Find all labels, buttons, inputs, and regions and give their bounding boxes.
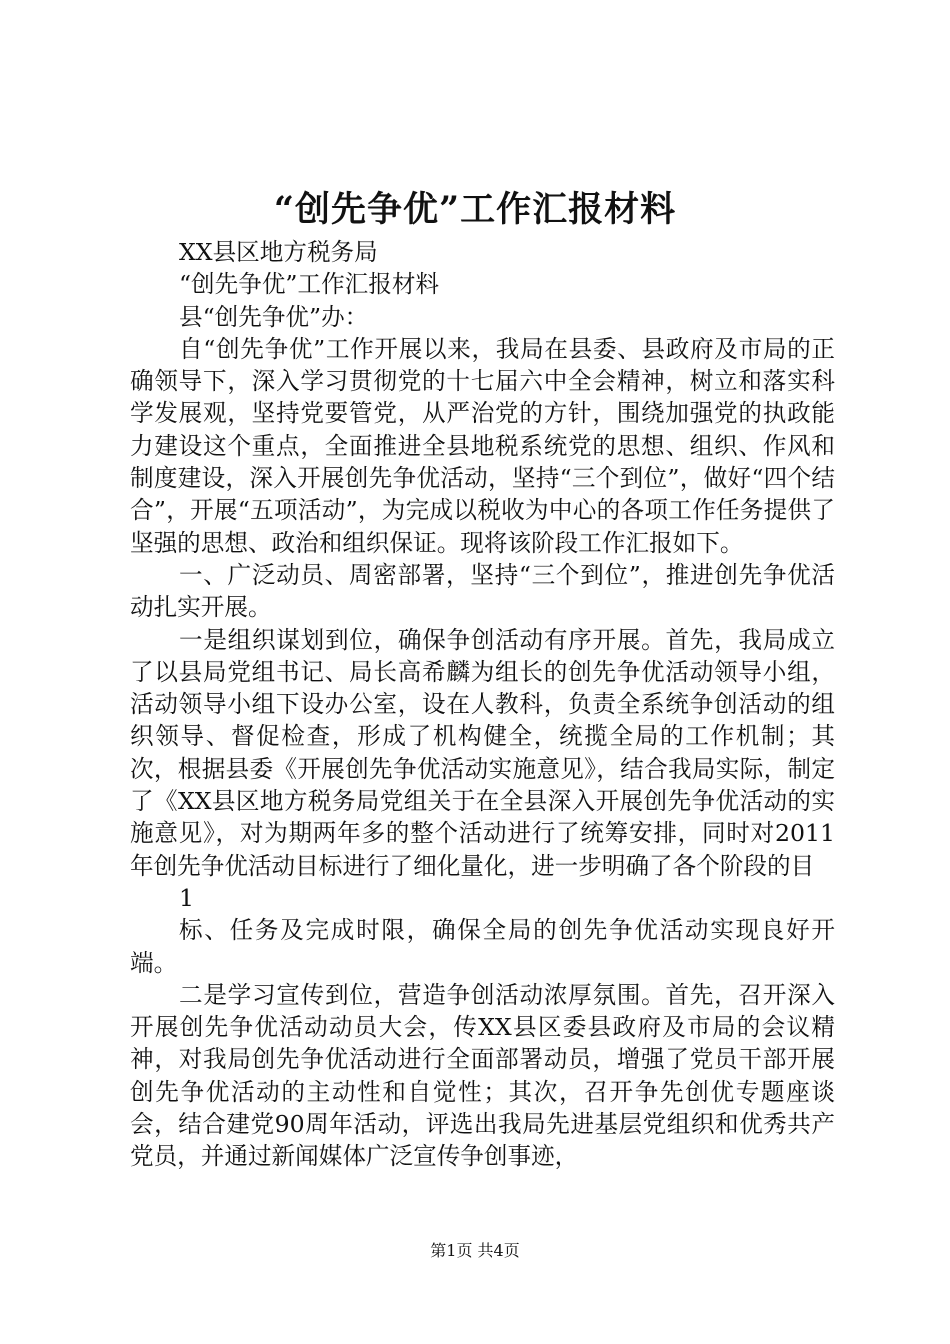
document-body — [130, 236, 835, 1173]
body-paragraph: 一是组织谋划到位，确保争创活动有序开展。首先，我局成立了以县局党组书记、局长高希麟为组长的创先争优活动领导小组，活动领导小组下设办公室，设在人教科，负责全系统争创活动的组织领导、督促检查，形成了机构健全，统揽全局的工作机制；其次，根据县委《开展创先争优活动实施意见》，结合我局实际，制定了《XX县区地方税务局党组关于在全县深入开展创先争优活动的实施意见》，对为期两年多的整个活动进行了统筹安排，同时对2011年创先争优活动目标进行了细化量化，进一步明确了各个阶段的目 — [130, 625, 835, 880]
page-marker: 1 — [179, 883, 195, 912]
body-paragraph: 二是学习宣传到位，营造争创活动浓厚氛围。首先，召开深入开展创先争优活动动员大会，传XX县区委县政府及市局的会议精神，对我局创先争优活动进行全面部署动员，增强了党员干部开展创先争优活动的主动性和自觉性；其次，召开争先创优专题座谈会，结合建党90周年活动，评选出我局先进基层党组织和优秀共产党员，并通过新闻媒体广泛宣传争创事迹， — [130, 980, 835, 1171]
salutation: 县“创先争优”办： — [179, 302, 369, 331]
org-line: XX县区地方税务局 — [179, 238, 378, 266]
page-footer: 第1页 共4页 — [430, 1241, 520, 1260]
section-heading: 一、广泛动员、周密部署，坚持“三个到位”，推进创先争优活动扎实开展。 — [130, 560, 835, 622]
body-paragraph: 自“创先争优”工作开展以来，我局在县委、县政府及市局的正确领导下，深入学习贯彻党的十七届六中全会精神，树立和落实科学发展观，坚持党要管党，从严治党的方针，围绕加强党的执政能力建设这个重点，全面推进全县地税系统党的思想、组织、作风和制度建设，深入开展创先争优活动，坚持“三个到位”，做好“四个结合”，开展“五项活动”，为完成以税收为中心的各项工作任务提供了坚强的思想、政治和组织保证。现将该阶段工作汇报如下。 — [130, 334, 835, 557]
document-title: “创先争优”工作汇报材料 — [273, 189, 677, 230]
subtitle-line: “创先争优”工作汇报材料 — [179, 270, 440, 299]
body-paragraph: 标、任务及完成时限，确保全局的创先争优活动实现良好开端。 — [130, 916, 835, 977]
